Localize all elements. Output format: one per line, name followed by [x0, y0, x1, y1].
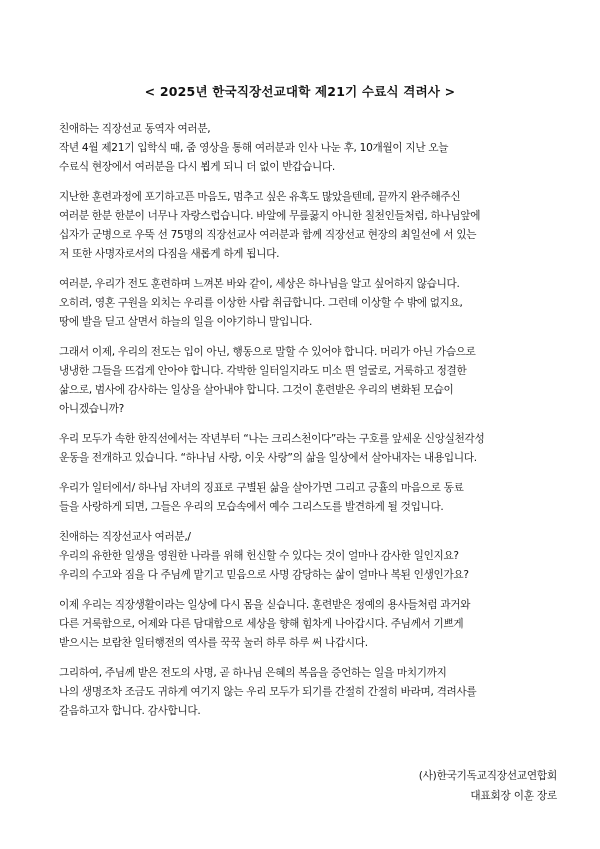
paragraph-line: 우리 모두가 속한 한직선에서는 작년부터 “나는 크리스천이다”라는 구호를 앞세운 신앙실천각성 [59, 433, 485, 445]
paragraph-line: 십자가 군병으로 우뚝 선 75명의 직장선교사 여러분과 함께 직장선교 현장의 최일선에 서 있는 [59, 229, 477, 241]
paragraph [59, 430, 545, 468]
paragraph-line: 다른 거룩함으로, 어제와 다른 담대함으로 세상을 향해 힘차게 나아갑시다. 주님께서 기쁘게 [59, 618, 464, 630]
document-title: < 2025년 한국직장선교대학 제21기 수료식 격려사 > [144, 84, 456, 99]
paragraph-line: 우리의 유한한 일생을 영원한 나라를 위해 헌신할 수 있다는 것이 얼마나 감사한 일인지요? [59, 550, 459, 562]
signature-block [419, 766, 557, 806]
paragraph-line: 갈음하고자 합니다. 감사합니다. [59, 705, 201, 717]
paragraph-line: 그리하여, 주님께 받은 전도의 사명, 곧 하나님 은혜의 복음을 증언하는 일을 마치기까지 [59, 667, 447, 679]
paragraph-line: 친애하는 직장선교 동역자 여러분, [59, 123, 211, 135]
paragraph [59, 275, 545, 332]
paragraph-line: 수료식 현장에서 여러분을 다시 뵙게 되니 더 없이 반갑습니다. [59, 161, 335, 173]
paragraph-line: 냉냉한 그들을 뜨겁게 안아야 합니다. 각박한 일터일지라도 미소 띈 얼굴로, 거룩하고 정결한 [59, 365, 467, 377]
paragraph-line: 운동을 전개하고 있습니다. “하나님 사랑, 이웃 사랑”의 삶을 일상에서 살아내자는 내용입니다. [59, 452, 477, 464]
paragraph-line: 그래서 이제, 우리의 전도는 입이 아닌, 행동으로 말할 수 있어야 합니다. 머리가 아닌 가슴으로 [59, 346, 476, 358]
paragraph [59, 188, 545, 264]
paragraph-line: 우리가 일터에서/ 하나님 자녀의 징표로 구별된 삶을 살아가면 그리고 긍휼의 마음으로 동료 [59, 482, 464, 494]
paragraph-line: 받으시는 보람찬 일터행전의 역사를 꾹꾹 눌러 하루 하루 써 나갑시다. [59, 637, 368, 649]
paragraph-line: 지난한 훈련과정에 포기하고픈 마음도, 멈추고 싶은 유혹도 많았을텐데, 끝까지 완주해주신 [59, 191, 461, 203]
paragraph-line: 저 또한 사명자로서의 다짐을 새롭게 하게 됩니다. [59, 248, 280, 260]
paragraph [59, 343, 545, 419]
paragraph [59, 664, 545, 721]
paragraph-line: 땅에 발을 딛고 살면서 하늘의 일을 이야기하니 말입니다. [59, 316, 313, 328]
paragraph-line: 오히려, 영혼 구원을 외치는 우리를 이상한 사람 취급합니다. 그런데 이상할 수 밖에 없지요, [59, 297, 463, 309]
paragraph-line: 친애하는 직장선교사 여러분,/ [59, 531, 191, 543]
paragraph-line: 아니겠습니까? [59, 403, 124, 415]
paragraph-line: 삶으로, 범사에 감사하는 일상을 살아내야 합니다. 그것이 훈련받은 우리의 변화된 모습이 [59, 384, 454, 396]
paragraph [59, 596, 545, 653]
paragraph-line: 작년 4월 제21기 입학식 때, 줌 영상을 통해 여러분과 인사 나눈 후, 10개월이 지난 오늘 [59, 142, 449, 154]
paragraph-line: 우리의 수고와 짐을 다 주님께 맡기고 믿음으로 사명 감당하는 삶이 얼마나 복된 인생인가요? [59, 569, 469, 581]
paragraph [59, 479, 545, 517]
document-body [59, 120, 545, 732]
signature-representative: 대표회장 이훈 장로 [470, 790, 557, 802]
paragraph-line: 여러분, 우리가 전도 훈련하며 느껴본 바와 같이, 세상은 하나님을 알고 싶어하지 않습니다. [59, 278, 460, 290]
paragraph [59, 120, 545, 177]
paragraph-line: 이제 우리는 직장생활이라는 일상에 다시 몸을 싣습니다. 훈련받은 정예의 용사들처럼 과거와 [59, 599, 471, 611]
paragraph [59, 528, 545, 585]
paragraph-line: 여러분 한분 한분이 너무나 자랑스럽습니다. 바알에 무릎꿇지 아니한 칠천인들처럼, 하나님앞에 [59, 210, 481, 222]
paragraph-line: 들을 사랑하게 되면, 그들은 우리의 모습속에서 예수 그리스도를 발견하게 될 것입니다. [59, 501, 444, 513]
paragraph-line: 나의 생명조차 조금도 귀하게 여기지 않는 우리 모두가 되기를 간절히 간절히 바라며, 격려사를 [59, 686, 477, 698]
signature-organization: (사)한국기독교직장선교연합회 [418, 770, 557, 782]
